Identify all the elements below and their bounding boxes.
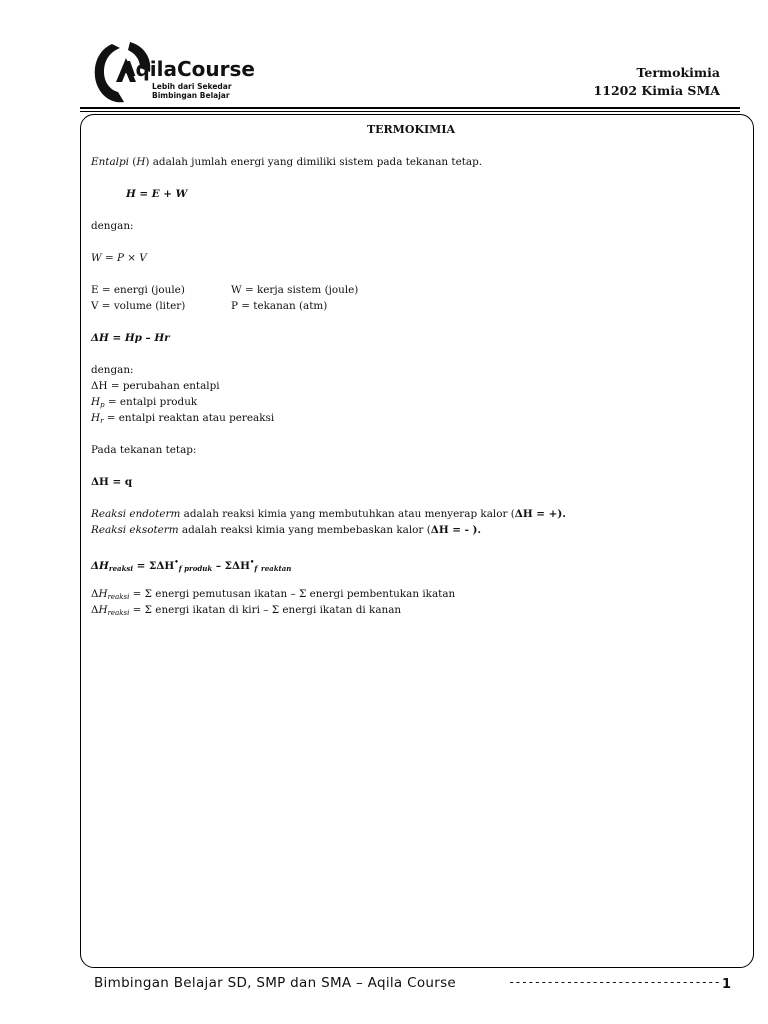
equation-delta-h: ΔH = Hp – Hr	[91, 332, 170, 344]
hr-description: $H_r$ = entalpi reaktan atau pereaksi	[91, 412, 275, 425]
endoterm-definition: Reaksi endoterm adalah reaksi kimia yang membutuhkan atau menyerap kalor (ΔH = +).	[91, 508, 566, 520]
header-course-code: 11202 Kimia SMA	[593, 83, 720, 98]
variables-row-1: E = energi (joule) W = kerja sistem (joule)	[91, 284, 359, 296]
equation-delta-h-reaksi: $\Delta H_{reaksi} = \Sigma\Delta H^•_{f produk} - \Sigma\Delta H^•_f$ $_{reaktan}$	[91, 557, 292, 573]
eksoterm-definition: Reaksi eksoterm adalah reaksi kimia yang membebaskan kalor (ΔH = - ).	[91, 524, 482, 536]
footer-dashes: ---------------------------------	[508, 975, 721, 989]
delta-h-description: ΔH = perubahan entalpi	[91, 380, 220, 392]
definition-entalpi: Entalpi (H) adalah jumlah energi yang dimiliki sistem pada tekanan tetap.	[91, 156, 483, 168]
equation-delta-h-q: ΔH = q	[91, 476, 133, 488]
dengan-label-1: dengan:	[91, 220, 134, 232]
document-body	[91, 118, 731, 618]
equation-w-p-v: W = P × V	[91, 252, 147, 264]
page-header-info	[594, 64, 720, 100]
page-number: 1	[722, 977, 732, 992]
logo-tagline-2: Bimbingan Belajar	[152, 91, 230, 100]
equation-bond-energy-2: $\Delta H_{reaksi} = \Sigma$ energi ikatan di kiri – Σ energi ikatan di kanan	[91, 604, 402, 617]
logo-brand-text: AqilaCourse	[120, 57, 255, 81]
header-rule-thick	[80, 107, 740, 109]
pada-tekanan-label: Pada tekanan tetap:	[91, 444, 197, 456]
header-subject: Termokimia	[636, 65, 720, 80]
dengan-label-2: dengan:	[91, 364, 134, 376]
variables-row-2: V = volume (liter) P = tekanan (atm)	[91, 300, 328, 312]
logo-emblem-icon	[90, 38, 255, 108]
hp-description: $H_p$ = entalpi produk	[91, 396, 198, 409]
header-rule-thin	[80, 111, 740, 112]
aqila-course-logo	[90, 38, 255, 108]
footer-text: Bimbingan Belajar SD, SMP dan SMA – Aqila Course	[94, 975, 457, 991]
equation-h-e-w: H = E + W	[126, 188, 188, 200]
equation-bond-energy-1: $\Delta H_{reaksi} = \Sigma$ energi pemutusan ikatan – Σ energi pembentukan ikatan	[91, 588, 456, 601]
document-title: TERMOKIMIA	[366, 123, 456, 136]
logo-tagline-1: Lebih dari Sekedar	[152, 82, 232, 91]
